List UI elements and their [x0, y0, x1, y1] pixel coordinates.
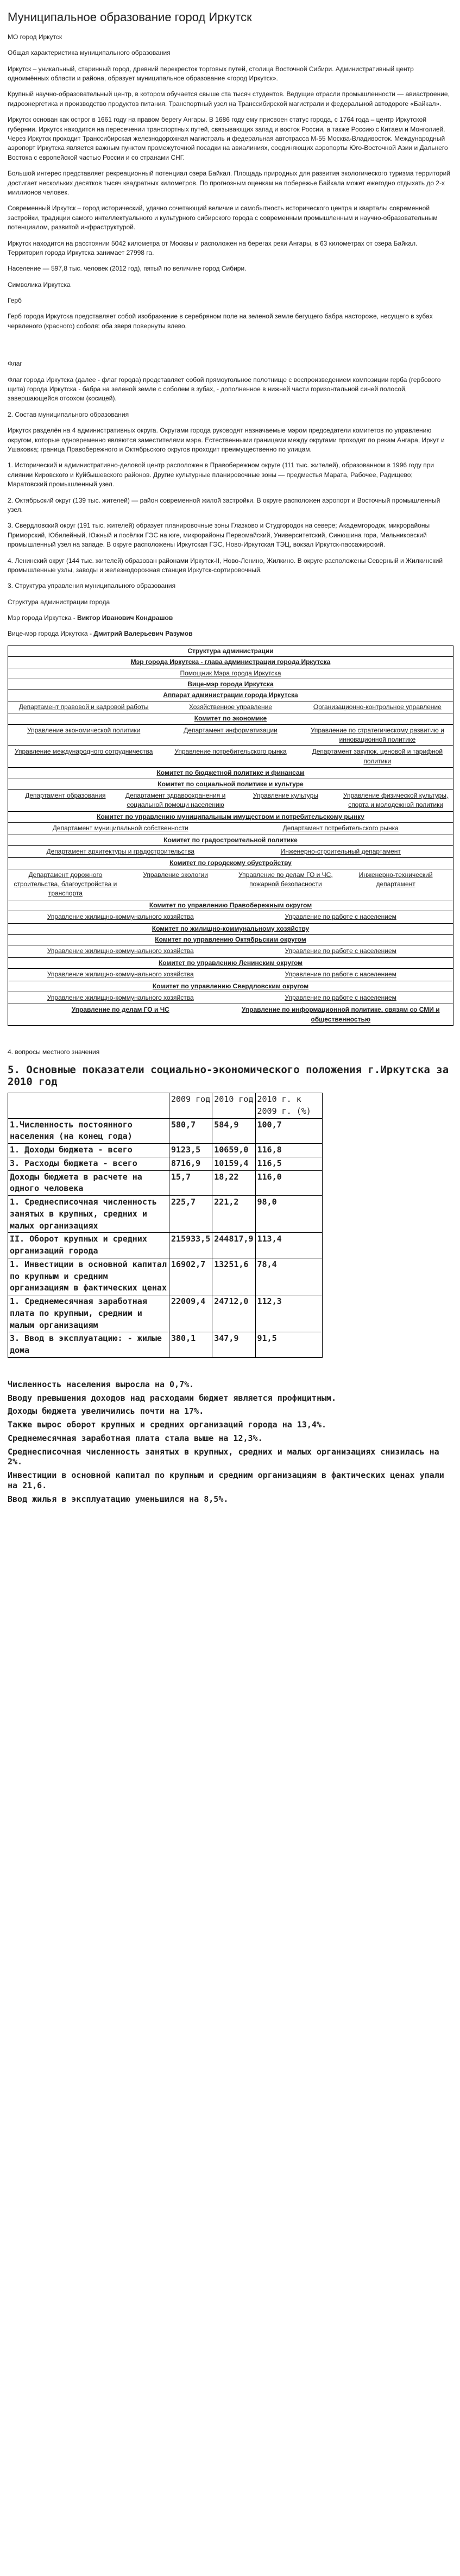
paragraph: 3. Структура управления муниципального образования — [8, 582, 176, 590]
struct-unit: Управление по работе с населением — [285, 993, 396, 1001]
paragraph: Большой интерес представляет рекреационный потенциал озера Байкал. Площадь природных для развития экологического туризма территорий достигает нескольких десятков тысяч квадратных километров. По прогнозным оценкам на побережье Байкала может ежегодно отдыхать до 2-х миллионов человек. — [8, 170, 451, 196]
table-cell: 15,7 — [169, 1170, 212, 1196]
struct-econ: Комитет по экономике — [8, 713, 453, 724]
intro-section — [8, 33, 452, 331]
struct-apparatus: Аппарат администрации города Иркутска — [8, 690, 453, 700]
struct-unit: Управление по стратегическому развитию и инновационной политике — [310, 726, 444, 743]
vice-line — [8, 629, 452, 638]
struct-bottom-units — [8, 1004, 453, 1025]
struct-unit: Управление жилищно-коммунального хозяйства — [47, 970, 194, 979]
paragraph: Герб — [8, 297, 22, 305]
conclusion-item: Также вырос оборот крупных и средних организаций города на 13,4%. — [8, 1420, 326, 1430]
page-title: Муниципальное образование город Иркутск — [8, 10, 252, 24]
struct-urban-units — [8, 845, 453, 857]
paragraph: 2. Октябрьский округ (139 тыс. жителей) — район современной жилой застройки. В округе расположен аэропорт и Восточный промышленный узел. — [8, 496, 440, 513]
vice-name: Дмитрий Валерьевич Разумов — [93, 630, 193, 638]
paragraph: Символика Иркутска — [8, 280, 71, 289]
paragraph: Структура администрации города — [8, 598, 110, 606]
struct-okrug3: Комитет по управлению Ленинским округом — [8, 957, 453, 968]
table-cell: 347,9 — [212, 1332, 255, 1358]
table-cell: 380,1 — [169, 1332, 212, 1358]
table-row — [8, 1196, 323, 1233]
vice-label: Вице-мэр города Иркутска - — [8, 630, 94, 638]
table-header-cell: 2010 г. к 2009 г. (%) — [255, 1093, 323, 1119]
struct-unit: Инженерно-строительный департамент — [280, 847, 401, 855]
conclusion-item: Ввод жилья в эксплуатацию уменьшился на 8,5%. — [8, 1494, 229, 1504]
paragraph: МО город Иркутск — [8, 33, 62, 41]
struct-unit: Инженерно-технический департамент — [358, 870, 433, 888]
table-cell: 8716,9 — [169, 1157, 212, 1170]
table-row — [8, 1332, 323, 1358]
struct-econ-units-2 — [8, 745, 453, 767]
struct-unit: Управление по делам ГО и ЧС — [71, 1006, 169, 1014]
paragraph: Иркутск основан как острог в 1661 году на правом берегу Ангары. В 1686 году ему присвоен статус города, с 1764 года – центр Иркутской губернии. Иркутск находится на пересечении транспортных путей, связывающих запад и восток России, а также Россию с Китаем и Монголией. Через Иркутск проходит Транссибирская железнодорожная магистраль и федеральная автотрасса М-55 Москва-Владивосток. Международный аэропорт Иркутска является важным пунктом промежуточной посадки на авиалиниях, соединяющих аэропорты Юго-Восточной Азии и Дальнего Востока с европейской частью России и со странами СНГ. — [8, 116, 448, 161]
table-cell: 9123,5 — [169, 1144, 212, 1157]
conclusion-item: Вводу превышения доходов над расходами бюджет является профицитным. — [8, 1393, 337, 1403]
table-cell: 22009,4 — [169, 1295, 212, 1332]
struct-unit: Департамент дорожного строительства, благоустройства и транспорта — [14, 870, 117, 898]
struct-unit: Управление жилищно-коммунального хозяйства — [47, 993, 194, 1001]
table-header-row — [8, 1093, 323, 1119]
section-5-heading: 5. Основные показатели социально-экономического положения г.Иркутска за 2010 год — [8, 1063, 449, 1088]
struct-unit: Управление по информационной политике, связям со СМИ и общественностью — [241, 1006, 440, 1023]
image-gap — [8, 337, 452, 359]
struct-social: Комитет по социальной политике и культуре — [8, 779, 453, 789]
table-cell: 13251,6 — [212, 1258, 255, 1295]
table-row — [8, 1233, 323, 1258]
struct-unit: Департамент информатизации — [184, 726, 278, 734]
paragraph: 3. Свердловский округ (191 тыс. жителей) образует планировочные зоны Глазково и Студгородок на севере; Академгородок, микрорайоны Приморский, Юбилейный, Южный и посёлки ГЭС на юге, микрорайоны Первомайский, Университетский, Синюшина гора, Мельниковский промышленный узел на западе. В округе расположены Иркутская ГЭС, Ново-Иркутская ТЭЦ, вокзал Иркутск-пассажирский. — [8, 522, 430, 549]
paragraph: Иркутск разделён на 4 административных округа. Округами города руководят назначаемые мэром председатели комитетов по управлению округом, которые одновременно являются заместителями мэра. Естественными границами между округами проходят по рекам Ангара, Иркут и Ушаковка; граница Правобережного и Октябрьского округов проходит преимущественно по улицам. — [8, 427, 445, 453]
table-cell: 244817,9 — [212, 1233, 255, 1258]
table-cell: 116,0 — [255, 1170, 323, 1196]
struct-unit: Управление экологии — [143, 870, 208, 879]
table-cell: 78,4 — [255, 1258, 323, 1295]
conclusion-item: Доходы бюджета увеличились почти на 17%. — [8, 1406, 204, 1417]
conclusion-item: Инвестиции в основной капитал по крупным и средним организациям в фактических ценах упали на 21,6. — [8, 1470, 444, 1490]
struct-unit: Управление по работе с населением — [285, 970, 396, 979]
struct-unit: Управление жилищно-коммунального хозяйства — [47, 913, 194, 921]
struct-unit: Управление по работе с населением — [285, 947, 396, 955]
struct-unit: Управление международного сотрудничества — [14, 748, 153, 756]
struct-okrug4-units — [8, 992, 453, 1004]
struct-vice: Вице-мэр города Иркутска — [8, 679, 453, 690]
table-cell: 1. Доходы бюджета - всего — [8, 1144, 169, 1157]
table-cell: 584,9 — [212, 1118, 255, 1144]
indicators-table — [8, 1093, 323, 1358]
struct-unit: Организационно-контрольное управление — [313, 703, 442, 711]
table-cell: 1.Численность постоянного населения (на конец года) — [8, 1118, 169, 1144]
table-cell: 113,4 — [255, 1233, 323, 1258]
table-cell: 100,7 — [255, 1118, 323, 1144]
struct-social-units — [8, 789, 453, 811]
struct-unit: Управление по работе с населением — [285, 913, 396, 921]
mayor-line — [8, 613, 452, 623]
table-row — [8, 1295, 323, 1332]
struct-unit: Департамент правовой и кадровой работы — [18, 703, 149, 711]
struct-unit: Управление по делам ГО и ЧС, пожарной безопасности — [238, 870, 333, 888]
conclusion-item: Среднесписочная численность занятых в крупных, средних и малых организациях снизилась на 2%. — [8, 1446, 439, 1467]
table-cell: Доходы бюджета в расчете на одного человека — [8, 1170, 169, 1196]
struct-city-units — [8, 869, 453, 900]
struct-unit: Управление культуры — [253, 791, 319, 799]
table-cell: 3. Расходы бюджета - всего — [8, 1157, 169, 1170]
table-cell: 3. Ввод в эксплуатацию: - жилые дома — [8, 1332, 169, 1358]
table-cell: 98,0 — [255, 1196, 323, 1233]
table-cell: II. Оборот крупных и средних организаций города — [8, 1233, 169, 1258]
table-cell: 24712,0 — [212, 1295, 255, 1332]
table-cell: 1. Среднемесячная заработная плата по крупным, средним и малым организациям — [8, 1295, 169, 1332]
struct-housing: Комитет по жилищно-коммунальному хозяйству — [8, 923, 453, 934]
conclusions — [8, 1380, 452, 1505]
table-row — [8, 1258, 323, 1295]
paragraph: 2. Состав муниципального образования — [8, 410, 129, 418]
struct-okrug1-units — [8, 911, 453, 923]
struct-property: Комитет по управлению муниципальным имуществом и потребительскому рынку — [8, 811, 453, 822]
table-cell: 16902,7 — [169, 1258, 212, 1295]
mid-section — [8, 359, 452, 639]
paragraph: Современный Иркутск – город исторический, удачно сочетающий величие и самобытность исторического центра и кварталы современной застройки, традиции самого интеллектуального и культурного сибирского города с современным промышленным и научно-образовательным потенциалом, развитой инфраструктурой. — [8, 204, 438, 231]
struct-header: Структура администрации — [187, 647, 274, 655]
table-cell: 1. Среднесписочная численность занятых в крупных, средних и малых организациях — [8, 1196, 169, 1233]
table-header-cell: 2009 год — [169, 1093, 212, 1119]
paragraph: 4. Ленинский округ (144 тыс. жителей) образован районами Иркутск-II, Ново-Ленино, Жилкино. В округе расположены Северный и Жилкинский промышленные узлы, заводы и железнодорожная станция Иркутск-сортировочный. — [8, 556, 443, 574]
structure-table — [8, 645, 453, 1026]
table-cell: 10659,0 — [212, 1144, 255, 1157]
struct-unit: Хозяйственное управление — [188, 703, 273, 711]
paragraph: Флаг — [8, 360, 22, 368]
struct-unit: Департамент муниципальной собственности — [52, 824, 188, 832]
table-row — [8, 1118, 323, 1144]
table-cell: 91,5 — [255, 1332, 323, 1358]
table-header-cell: 2010 год — [212, 1093, 255, 1119]
struct-unit: Управление жилищно-коммунального хозяйства — [47, 947, 194, 955]
table-cell: 221,2 — [212, 1196, 255, 1233]
struct-econ-units — [8, 724, 453, 746]
struct-budget: Комитет по бюджетной политике и финансам — [8, 767, 453, 778]
struct-unit: Департамент образования — [25, 791, 106, 799]
struct-property-units — [8, 822, 453, 834]
table-row — [8, 1144, 323, 1157]
struct-unit: Управление физической культуры, спорта и молодежной политики — [343, 791, 449, 809]
table-cell: 1. Инвестиции в основной капитал по крупным и средним организациям в фактических ценах — [8, 1258, 169, 1295]
table-cell: 225,7 — [169, 1196, 212, 1233]
struct-unit: Департамент архитектуры и градостроительства — [46, 847, 195, 855]
table-header-cell — [8, 1093, 169, 1119]
struct-unit: Департамент закупок, ценовой и тарифной политики — [312, 748, 443, 765]
struct-unit: Управление экономической политики — [27, 726, 141, 734]
struct-mayor-office: Помощник Мэра города Иркутска — [8, 668, 453, 679]
struct-okrug2: Комитет по управлению Октябрьским округом — [8, 934, 453, 945]
paragraph: Общая характеристика муниципального образования — [8, 49, 171, 57]
struct-unit: Департамент потребительского рынка — [282, 824, 399, 832]
struct-city: Комитет по городскому обустройству — [8, 857, 453, 868]
table-cell: 112,3 — [255, 1295, 323, 1332]
table-row — [8, 1170, 323, 1196]
paragraph: Иркутск – уникальный, старинный город, древний перекресток торговых путей, столица Восточной Сибири. Административный центр одноимённых области и района, образует муниципальное образование «город Иркутск». — [8, 65, 414, 83]
paragraph: Флаг города Иркутска (далее - флаг города) представляет собой прямоугольное полотнище с воспроизведением композиции герба (гербового щита) города Иркутска - бабра на зеленой земле с соболем в зубах, - дополненное в нижней части горизонтальной синей полосой, завершающейся отсохом (косицей). — [8, 375, 441, 403]
table-cell: 116,8 — [255, 1144, 323, 1157]
table-cell: 215933,5 — [169, 1233, 212, 1258]
struct-urban: Комитет по градостроительной политике — [8, 835, 453, 845]
conclusion-item: Численность населения выросла на 0,7%. — [8, 1379, 194, 1389]
table-cell: 10159,4 — [212, 1157, 255, 1170]
table-cell: 116,5 — [255, 1157, 323, 1170]
mayor-label: Мэр города Иркутска - — [8, 614, 78, 622]
section-4-heading: 4. вопросы местного значения — [8, 1048, 100, 1056]
struct-okrug1: Комитет по управлению Правобережным округом — [8, 900, 453, 911]
table-cell: 580,7 — [169, 1118, 212, 1144]
conclusion-item: Среднемесячная заработная плата стала выше на 12,3%. — [8, 1433, 263, 1443]
struct-okrug2-units — [8, 945, 453, 957]
struct-okrug4: Комитет по управлению Свердловским округом — [8, 981, 453, 992]
table-row — [8, 1157, 323, 1170]
paragraph: Иркутск находится на расстоянии 5042 километра от Москвы и расположен на берегах реки Ангары, в 63 километрах от озера Байкал. Территория города Иркутска занимает 27998 га. — [8, 239, 418, 256]
struct-okrug3-units — [8, 968, 453, 980]
struct-apparatus-units — [8, 701, 453, 713]
struct-mayor: Мэр города Иркутска - глава администрации города Иркутска — [8, 656, 453, 667]
struct-unit: Департамент здравоохранения и социальной помощи населению — [125, 791, 226, 809]
paragraph: Крупный научно-образовательный центр, в котором обучается свыше ста тысяч студентов. Ведущие отрасли промышленности — авиастроение, гидроэнергетика и производство продуктов питания. Транспортный узел на Транссибирской магистрали и федеральной автодороге «Байкал». — [8, 90, 450, 108]
table-cell: 18,22 — [212, 1170, 255, 1196]
paragraph: Герб города Иркутска представляет собой изображение в серебряном поле на зеленой земле бегущего бабра настороже, несущего в зубах червленого (красного) соболя: оба зверя повернуты влево. — [8, 312, 433, 330]
struct-unit: Управление потребительского рынка — [174, 748, 287, 756]
paragraph: Население — 597,8 тыс. человек (2012 год), пятый по величине город Сибири. — [8, 265, 247, 273]
mayor-name: Виктор Иванович Кондрашов — [77, 614, 173, 622]
paragraph: 1. Исторический и административно-деловой центр расположен в Правобережном округе (111 тыс. жителей), образованном в 1996 году при слиянии Кировского и Куйбышевского районов. Другие культурные планировочные зоны — предместья Марата, Рабочее, Радищево; Маратовский промышленный узел. — [8, 461, 434, 488]
